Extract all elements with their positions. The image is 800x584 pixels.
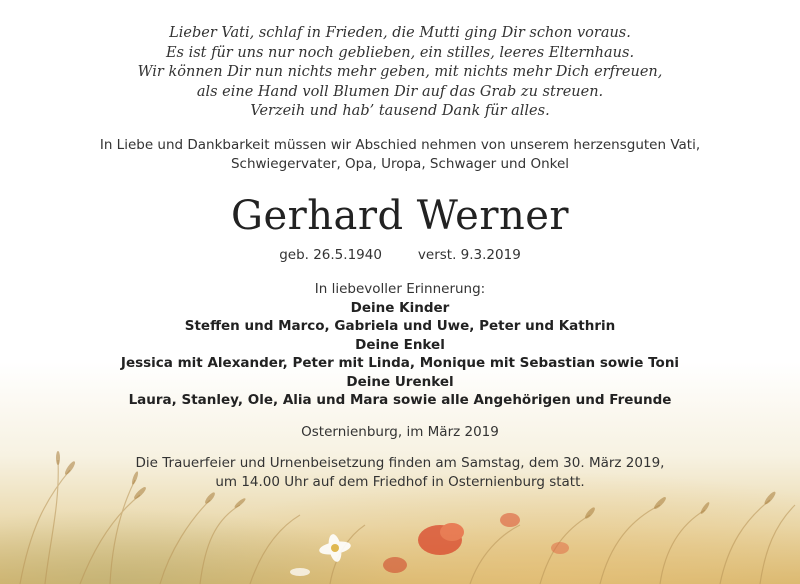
poem-line: als eine Hand voll Blumen Dir auf das Grab zu streuen. [196,83,604,100]
funeral-line: um 14.00 Uhr auf dem Friedhof in Osternienburg statt. [215,473,585,490]
poem-line: Es ist für uns nur noch geblieben, ein stilles, leeres Elternhaus. [165,44,635,61]
poem-line: Lieber Vati, schlaf in Frieden, die Mutti ging Dir schon voraus. [169,25,631,41]
intro-line: In Liebe und Dankbarkeit müssen wir Abschied nehmen von unserem herzensguten Vati, [99,137,701,153]
poem [0,24,800,122]
greatgrandchildren-label: Deine Urenkel [346,373,454,390]
funeral-line: Die Trauerfeier und Urnenbeisetzung finden am Samstag, dem 30. März 2019, [135,455,665,471]
funeral-info [0,454,800,491]
birth-date: geb. 26.5.1940 [279,247,382,263]
deceased-name: Gerhard Werner [231,193,569,239]
grandchildren-names: Jessica mit Alexander, Peter mit Linda, Monique mit Sebastian sowie Toni [120,355,680,371]
children-label: Deine Kinder [350,299,450,316]
place-date: Osternienburg, im März 2019 [301,424,499,440]
greatgrandchildren-names: Laura, Stanley, Ole, Alia und Mara sowie alle Angehörigen und Freunde [128,392,672,408]
children-names: Steffen und Marco, Gabriela und Uwe, Peter und Kathrin [184,318,616,334]
intro-text [0,136,800,174]
poem-line: Wir können Dir nun nichts mehr geben, mit nichts mehr Dich erfreuen, [137,64,663,80]
life-dates [0,246,800,264]
death-date: verst. 9.3.2019 [417,247,521,263]
poem-line: Verzeih und hab’ tausend Dank für alles. [250,103,550,119]
memory-heading: In liebevoller Erinnerung: [314,281,486,297]
intro-line: Schwiegervater, Opa, Uropa, Schwager und Onkel [230,156,570,172]
grandchildren-label: Deine Enkel [355,336,445,353]
mourners-list [0,280,800,410]
